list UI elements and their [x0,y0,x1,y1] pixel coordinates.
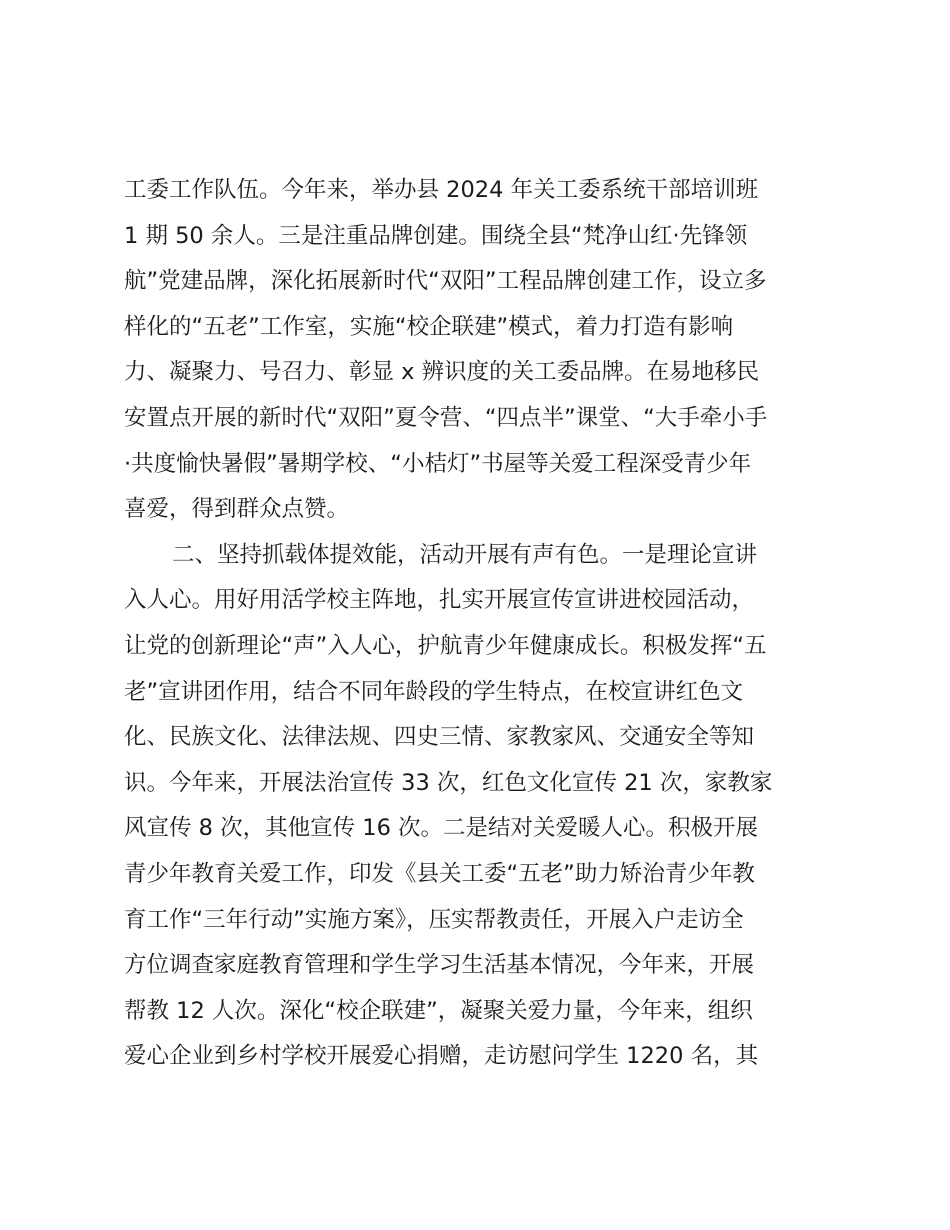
text-line: 喜爱，得到群众点赞。 [124,496,350,523]
text-line: 帮教 12 人次。深化“校企联建”，凝聚关爱力量，今年来，组织 [124,997,753,1024]
text-line: 爱心企业到乡村学校开展爱心捐赠，走访慰问学生 1220 名，其 [124,1043,759,1070]
text-line: 育工作“三年行动”实施方案》，压实帮教责任，开展入户走访全 [124,906,744,933]
text-line: 让党的创新理论“声”入人心，护航青少年健康成长。积极发挥“五 [124,632,767,659]
text-line: 样化的“五老”工作室，实施“校企联建”模式，着力打造有影响 [124,313,734,340]
text-line: 力、凝聚力、号召力、彰显 x 辨识度的关工委品牌。在易地移民 [124,359,760,386]
text-line: 工委工作队伍。今年来，举办县 2024 年关工委系统干部培训班 [124,177,759,203]
text-line: 风宣传 8 次，其他宣传 16 次。二是结对关爱暖人心。积极开展 [124,815,759,842]
text-line: 青少年教育关爱工作，印发《县关工委“五老”助力矫治青少年教 [124,860,755,887]
text-line: 老”宣讲团作用，结合不同年龄段的学生特点，在校宣讲红色文 [124,678,744,705]
text-line: 识。今年来，开展法治宣传 33 次，红色文化宣传 21 次，家教家 [124,769,773,796]
section-heading-line: 二、坚持抓载体提效能，活动开展有声有色。一是理论宣讲 [172,541,758,568]
text-line: 安置点开展的新时代“双阳”夏令营、“四点半”课堂、“大手牵小手 [124,404,768,431]
text-line: 化、民族文化、法律法规、四史三情、家教家风、交通安全等知 [124,724,755,751]
text-line: 方位调查家庭教育管理和学生学习生活基本情况，今年来，开展 [124,952,755,979]
text-line: 航”党建品牌，深化拓展新时代“双阳”工程品牌创建工作，设立多 [124,268,767,295]
text-line: ·共度愉快暑假”暑期学校、“小桔灯”书屋等关爱工程深受青少年 [124,450,752,477]
body-text [124,168,844,1080]
text-line: 入人心。用好用活学校主阵地，扎实开展宣传宣讲进校园活动， [124,587,755,614]
text-line: 1 期 50 余人。三是注重品牌创建。围绕全县“梵净山红·先锋领 [124,222,748,249]
